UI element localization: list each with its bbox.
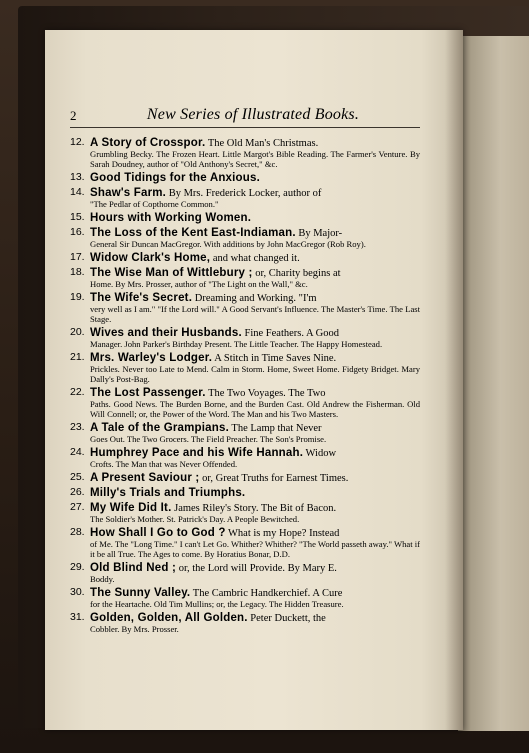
entry-number: 24. — [70, 446, 85, 458]
entry-description: General Sir Duncan MacGregor. With additions by John MacGregor (Rob Roy). — [90, 239, 366, 249]
entry-title: Wives and their Husbands. — [90, 327, 242, 339]
entry-number: 20. — [70, 326, 85, 338]
list-item — [70, 502, 420, 524]
entry-description: Crofts. The Man that was Never Offended. — [90, 459, 238, 469]
entry-title: Good Tidings for the Anxious. — [90, 172, 260, 184]
list-item — [70, 292, 420, 324]
entry-lead-text: Peter Duckett, the — [247, 613, 326, 624]
list-item — [70, 172, 420, 184]
entry-lead-text: The Lamp that Never — [229, 423, 322, 434]
entry-number: 30. — [70, 586, 85, 598]
entry-description: Grumbling Becky. The Frozen Heart. Little Margot's Bible Reading. The Farmer's Venture. By Sarah Doudney, author of "Old Anthony's Secret," &c. — [90, 149, 420, 169]
entry-lead-text: What is my Hope? Instead — [225, 528, 340, 539]
list-item — [70, 562, 420, 584]
entry-lead-text: By Major- — [295, 228, 343, 239]
entry-number: 29. — [70, 561, 85, 573]
list-item — [70, 187, 420, 209]
entry-number: 18. — [70, 266, 85, 278]
entry-title: The Wife's Secret. — [90, 292, 193, 304]
entry-lead-text: James Riley's Story. The Bit of Bacon. — [171, 503, 337, 514]
entry-number: 16. — [70, 226, 85, 238]
entry-description: for the Heartache. Old Tim Mullins; or, the Legacy. The Hidden Treasure. — [90, 599, 344, 609]
entry-lead-text: and what changed it. — [210, 253, 300, 264]
entry-title: Mrs. Warley's Lodger. — [90, 352, 213, 364]
entry-title: How Shall I Go to God ? — [90, 527, 226, 539]
list-item — [70, 227, 420, 249]
entry-description: Paths. Good News. The Burden Borne, and the Burden Cast. Old Andrew the Fisherman. Old Will Connell; or, the Power of the Word. The Man and his Two Masters. — [90, 399, 420, 419]
entry-title: Golden, Golden, All Golden. — [90, 612, 248, 624]
page-gutter-shadow — [445, 30, 463, 730]
entry-description: Cobbler. By Mrs. Prosser. — [90, 624, 179, 634]
entry-description: Home. By Mrs. Prosser, author of "The Light on the Wall," &c. — [90, 279, 308, 289]
entry-number: 26. — [70, 486, 85, 498]
facing-page — [458, 36, 529, 731]
list-item — [70, 527, 420, 559]
entry-number: 25. — [70, 471, 85, 483]
entry-title: Milly's Trials and Triumphs. — [90, 487, 246, 499]
entry-number: 28. — [70, 526, 85, 538]
entry-lead-text: The Cambric Handkerchief. A Cure — [190, 588, 343, 599]
entry-title: The Wise Man of Wittlebury ; — [90, 267, 253, 279]
entry-title: A Tale of the Grampians. — [90, 422, 229, 434]
entry-title: The Loss of the Kent East-Indiaman. — [90, 227, 296, 239]
entry-title: A Present Saviour ; — [90, 472, 200, 484]
entry-number: 12. — [70, 136, 85, 148]
entry-title: Widow Clark's Home, — [90, 252, 211, 264]
entry-number: 19. — [70, 291, 85, 303]
entry-number: 31. — [70, 611, 85, 623]
entry-number: 13. — [70, 171, 85, 183]
list-item — [70, 612, 420, 634]
list-item — [70, 447, 420, 469]
entry-title: Humphrey Pace and his Wife Hannah. — [90, 447, 304, 459]
entry-number: 21. — [70, 351, 85, 363]
list-item — [70, 487, 420, 499]
list-item — [70, 137, 420, 169]
entry-description: Goes Out. The Two Grocers. The Field Preacher. The Son's Promise. — [90, 434, 327, 444]
entry-lead-text: or, the Lord will Provide. By Mary E. — [176, 563, 337, 574]
entry-number: 14. — [70, 186, 85, 198]
entry-description: Prickles. Never too Late to Mend. Calm in Storm. Home, Sweet Home. Fidgety Bridget. Mary Dally's Post-Bag. — [90, 364, 420, 384]
entry-title: The Lost Passenger. — [90, 387, 206, 399]
page-number: 2 — [70, 108, 77, 123]
entry-title: Hours with Working Women. — [90, 212, 252, 224]
list-item — [70, 422, 420, 444]
entry-description: of Me. The "Long Time." I can't Let Go. Whither? Whither? "The World passeth away." What if it be all True. The Ages to come. By Horatius Bonar, D.D. — [90, 539, 420, 559]
entry-lead-text: or, Great Truths for Earnest Times. — [199, 473, 349, 484]
entry-number: 22. — [70, 386, 85, 398]
list-item — [70, 587, 420, 609]
entry-description: "The Pedlar of Copthorne Common." — [90, 199, 219, 209]
entry-list — [70, 137, 420, 637]
entry-description: very well as I am." "If the Lord will." A Good Servant's Influence. The Master's Time. The Last Stage. — [90, 304, 420, 324]
entry-title: A Story of Crosspor. — [90, 137, 206, 149]
entry-description: Manager. John Parker's Birthday Present. The Little Teacher. The Happy Homestead. — [90, 339, 383, 349]
entry-number: 23. — [70, 421, 85, 433]
running-title: New Series of Illustrated Books. — [146, 106, 360, 123]
page-header — [70, 106, 420, 128]
entry-description: Boddy. — [90, 574, 115, 584]
entry-lead-text: or, Charity begins at — [252, 268, 341, 279]
entry-number: 15. — [70, 211, 85, 223]
list-item — [70, 212, 420, 224]
entry-description: The Soldier's Mother. St. Patrick's Day. A People Bewitched. — [90, 514, 300, 524]
list-item — [70, 267, 420, 289]
entry-lead-text: Widow — [303, 448, 337, 459]
entry-lead-text: Fine Feathers. A Good — [241, 328, 339, 339]
entry-lead-text: A Stitch in Time Saves Nine. — [212, 353, 337, 364]
entry-lead-text: Dreaming and Working. "I'm — [192, 293, 317, 304]
list-item — [70, 252, 420, 264]
entry-title: The Sunny Valley. — [90, 587, 191, 599]
entry-title: My Wife Did It. — [90, 502, 172, 514]
entry-number: 17. — [70, 251, 85, 263]
entry-title: Old Blind Ned ; — [90, 562, 177, 574]
entry-title: Shaw's Farm. — [90, 187, 167, 199]
entry-number: 27. — [70, 501, 85, 513]
entry-lead-text: The Two Voyages. The Two — [205, 388, 326, 399]
list-item — [70, 387, 420, 419]
list-item — [70, 352, 420, 384]
entry-lead-text: The Old Man's Christmas. — [205, 138, 319, 149]
list-item — [70, 472, 420, 484]
entry-lead-text: By Mrs. Frederick Locker, author of — [166, 188, 322, 199]
list-item — [70, 327, 420, 349]
